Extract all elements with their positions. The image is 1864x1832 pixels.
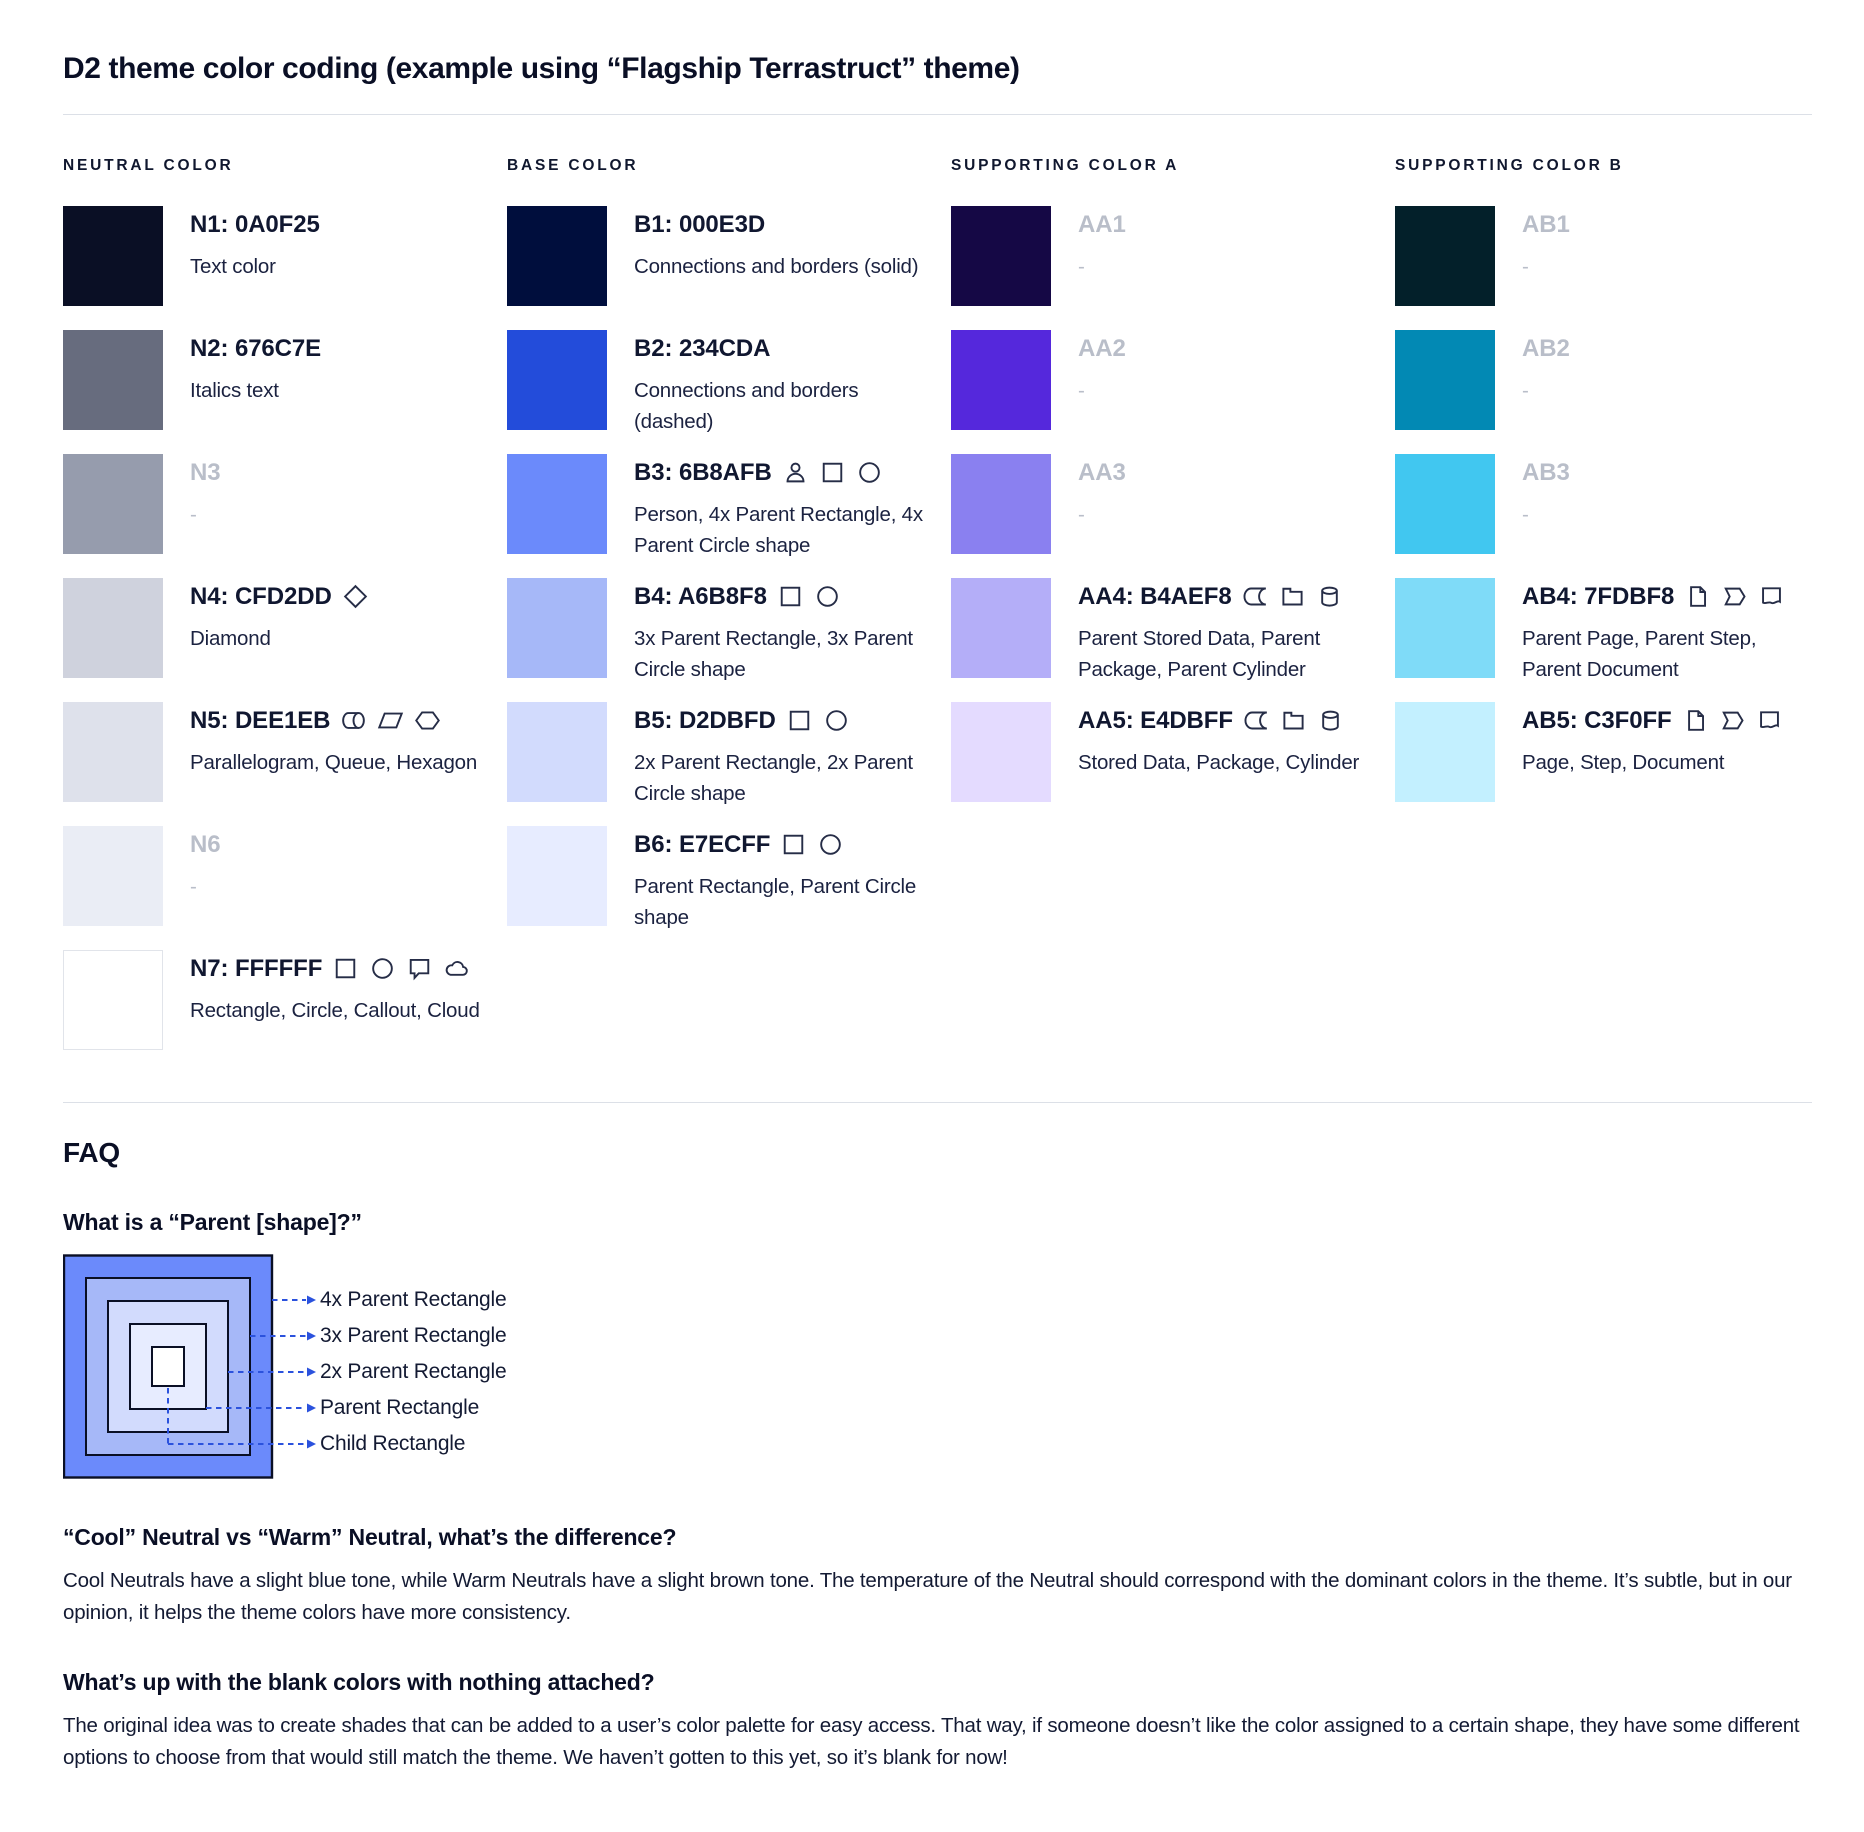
swatch-desc: Page, Step, Document <box>1522 751 1725 774</box>
swatch-code: B5: D2DBFD <box>634 706 776 734</box>
swatch-row <box>507 578 951 702</box>
rectangle-icon <box>332 955 359 982</box>
swatch-row <box>951 330 1395 454</box>
swatch-row <box>63 206 507 330</box>
person-icon <box>782 459 809 486</box>
faq-question-parent-shape: What is a “Parent [shape]?” <box>63 1209 362 1235</box>
swatch-desc: - <box>1078 503 1085 526</box>
parent-shape-diagram <box>63 1254 763 1484</box>
swatch-row <box>1395 330 1814 454</box>
swatch-desc: - <box>1522 379 1529 402</box>
swatch-meta <box>1078 578 1370 685</box>
swatch-desc: Connections and borders (dashed) <box>634 379 859 433</box>
swatch-code: AA5: E4DBFF <box>1078 706 1233 734</box>
swatch-row <box>951 454 1395 578</box>
column-header: BASE COLOR <box>507 157 639 174</box>
swatch-code-line <box>1522 457 1814 488</box>
page-icon <box>1682 707 1709 734</box>
swatch-code: AB1 <box>1522 210 1570 238</box>
color-swatch <box>507 454 607 554</box>
faq-heading: FAQ <box>63 1137 120 1168</box>
color-swatch <box>1395 702 1495 802</box>
swatch-code-line <box>634 333 926 364</box>
color-swatch <box>951 702 1051 802</box>
palette-column <box>507 157 951 1074</box>
diagram-label: Parent Rectangle <box>320 1396 480 1419</box>
swatch-meta <box>634 826 926 933</box>
diagram-label: Child Rectangle <box>320 1432 466 1455</box>
color-swatch <box>1395 454 1495 554</box>
palette-column <box>951 157 1395 1074</box>
swatch-code-line <box>190 457 482 488</box>
swatch-meta <box>190 578 482 654</box>
swatch-desc: Diamond <box>190 627 271 650</box>
color-swatch <box>951 206 1051 306</box>
cylinder-icon <box>1316 583 1343 610</box>
swatch-code-line <box>1078 209 1370 240</box>
swatch-row <box>507 826 951 950</box>
swatch-meta <box>1078 702 1370 778</box>
step-icon <box>1721 583 1748 610</box>
circle-icon <box>856 459 883 486</box>
swatch-code: AB4: 7FDBF8 <box>1522 582 1675 610</box>
swatch-meta <box>190 950 482 1026</box>
page-icon <box>1684 583 1711 610</box>
swatch-code: N3 <box>190 458 221 486</box>
swatch-row <box>1395 454 1814 578</box>
color-swatch <box>63 206 163 306</box>
swatch-code-line <box>634 705 926 736</box>
swatch-code: B2: 234CDA <box>634 334 771 362</box>
hexagon-icon <box>414 707 441 734</box>
swatch-row <box>63 578 507 702</box>
swatch-row <box>1395 702 1814 826</box>
color-swatch <box>507 330 607 430</box>
swatch-code: AA3 <box>1078 458 1126 486</box>
swatch-desc: Parent Page, Parent Step, Parent Document <box>1522 627 1757 681</box>
column-header: SUPPORTING COLOR A <box>951 157 1180 174</box>
swatch-code-line <box>1078 581 1370 612</box>
parallelogram-icon <box>377 707 404 734</box>
faq-section <box>63 1137 1812 1774</box>
color-swatch <box>63 454 163 554</box>
color-swatch <box>507 702 607 802</box>
swatch-code: N5: DEE1EB <box>190 706 331 734</box>
column-rows <box>507 206 951 950</box>
swatch-code-line <box>1522 333 1814 364</box>
swatch-desc: Rectangle, Circle, Callout, Cloud <box>190 999 480 1022</box>
swatch-row <box>951 702 1395 826</box>
color-swatch <box>1395 206 1495 306</box>
diagram-label: 3x Parent Rectangle <box>320 1324 507 1347</box>
swatch-desc: - <box>1522 255 1529 278</box>
color-swatch <box>1395 330 1495 430</box>
column-header: NEUTRAL COLOR <box>63 157 234 174</box>
swatch-code: B1: 000E3D <box>634 210 766 238</box>
document-icon <box>1758 583 1785 610</box>
swatch-desc: 2x Parent Rectangle, 2x Parent Circle shape <box>634 751 913 805</box>
color-swatch <box>63 330 163 430</box>
swatch-meta <box>634 330 926 437</box>
diagram-label: 4x Parent Rectangle <box>320 1288 507 1311</box>
rectangle-icon <box>780 831 807 858</box>
swatch-code-line <box>190 581 482 612</box>
swatch-row <box>507 330 951 454</box>
swatch-meta <box>1078 330 1370 406</box>
swatch-code: B6: E7ECFF <box>634 830 771 858</box>
color-swatch <box>507 578 607 678</box>
column-rows <box>951 206 1395 826</box>
column-rows <box>1395 206 1814 826</box>
swatch-desc: Person, 4x Parent Rectangle, 4x Parent Circle shape <box>634 503 923 557</box>
swatch-meta <box>1522 702 1814 778</box>
step-icon <box>1719 707 1746 734</box>
swatch-meta <box>634 578 926 685</box>
swatch-meta <box>190 454 482 530</box>
document-icon <box>1756 707 1783 734</box>
swatch-code-line <box>1522 209 1814 240</box>
swatch-code-line <box>634 209 926 240</box>
swatch-code: N1: 0A0F25 <box>190 210 320 238</box>
swatch-meta <box>1522 330 1814 406</box>
swatch-desc: - <box>190 503 197 526</box>
swatch-row <box>507 206 951 330</box>
cylinder-icon <box>1317 707 1344 734</box>
swatch-row <box>951 206 1395 330</box>
swatch-code-line <box>1078 457 1370 488</box>
color-swatch <box>951 330 1051 430</box>
swatch-meta <box>1078 206 1370 282</box>
swatch-row <box>1395 578 1814 702</box>
swatch-desc: Italics text <box>190 379 279 402</box>
swatch-meta <box>634 206 926 282</box>
package-icon <box>1279 583 1306 610</box>
swatch-code: B4: A6B8F8 <box>634 582 767 610</box>
color-swatch <box>507 206 607 306</box>
color-swatch <box>63 950 163 1050</box>
swatch-code: N7: FFFFFF <box>190 954 323 982</box>
swatch-desc: Parent Rectangle, Parent Circle shape <box>634 875 917 929</box>
cloud-icon <box>443 955 470 982</box>
swatch-code: AA2 <box>1078 334 1126 362</box>
swatch-code: N6 <box>190 830 221 858</box>
swatch-row <box>951 578 1395 702</box>
color-swatch <box>951 578 1051 678</box>
swatch-code-line <box>190 829 482 860</box>
circle-icon <box>823 707 850 734</box>
faq-question-cool-warm: “Cool” Neutral vs “Warm” Neutral, what’s the difference? <box>63 1524 677 1550</box>
page-title: D2 theme color coding (example using “Flagship Terrastruct” theme) <box>63 52 1020 85</box>
swatch-code-line <box>634 457 926 488</box>
faq-answer-blank-colors: The original idea was to create shades that can be added to a user’s color palette for easy access. That way, if someone doesn’t like the color assigned to a certain shape, they have some different options to choose from that would still match the theme. We haven’t gotten to this yet, so it’s blank for now! <box>63 1714 1800 1769</box>
color-swatch <box>63 702 163 802</box>
swatch-row <box>63 454 507 578</box>
swatch-desc: 3x Parent Rectangle, 3x Parent Circle shape <box>634 627 913 681</box>
swatch-code-line <box>1078 333 1370 364</box>
swatch-row <box>1395 206 1814 330</box>
column-rows <box>63 206 507 1074</box>
swatch-meta <box>1522 578 1814 685</box>
divider-top <box>63 114 1812 115</box>
swatch-code: AB3 <box>1522 458 1570 486</box>
swatch-meta <box>190 702 482 778</box>
swatch-meta <box>1522 206 1814 282</box>
circle-icon <box>814 583 841 610</box>
swatch-meta <box>1522 454 1814 530</box>
color-swatch <box>1395 578 1495 678</box>
divider-faq <box>63 1102 1812 1103</box>
palette-column <box>63 157 507 1074</box>
swatch-row <box>507 454 951 578</box>
swatch-desc: Connections and borders (solid) <box>634 255 919 278</box>
swatch-code: B3: 6B8AFB <box>634 458 772 486</box>
swatch-row <box>63 702 507 826</box>
circle-icon <box>817 831 844 858</box>
rectangle-icon <box>819 459 846 486</box>
circle-icon <box>369 955 396 982</box>
swatch-desc: Parallelogram, Queue, Hexagon <box>190 751 478 774</box>
color-swatch <box>63 826 163 926</box>
swatch-meta <box>190 330 482 406</box>
swatch-row <box>63 950 507 1074</box>
swatch-row <box>507 702 951 826</box>
package-icon <box>1280 707 1307 734</box>
diamond-icon <box>342 583 369 610</box>
swatch-meta <box>1078 454 1370 530</box>
color-swatch <box>507 826 607 926</box>
palette-column <box>1395 157 1814 1074</box>
stored-data-icon <box>1243 707 1270 734</box>
swatch-code: AB2 <box>1522 334 1570 362</box>
swatch-code: AA4: B4AEF8 <box>1078 582 1232 610</box>
swatch-code-line <box>190 705 482 736</box>
swatch-desc: - <box>1522 503 1529 526</box>
faq-question-blank-colors: What’s up with the blank colors with nothing attached? <box>63 1669 655 1695</box>
faq-answer-cool-warm: Cool Neutrals have a slight blue tone, while Warm Neutrals have a slight brown tone. The temperature of the Neutral should correspond with the dominant colors in the theme. It’s subtle, but in our opinion, it helps the theme colors have more consistency. <box>63 1569 1792 1624</box>
swatch-desc: - <box>1078 379 1085 402</box>
diagram-label: 2x Parent Rectangle <box>320 1360 507 1383</box>
rectangle-icon <box>777 583 804 610</box>
swatch-code-line <box>190 953 482 984</box>
column-header: SUPPORTING COLOR B <box>1395 157 1624 174</box>
swatch-code-line <box>1522 705 1814 736</box>
swatch-code-line <box>190 209 482 240</box>
palette-grid <box>63 157 1812 1074</box>
swatch-meta <box>190 826 482 902</box>
swatch-meta <box>190 206 482 282</box>
swatch-meta <box>634 702 926 809</box>
swatch-code: N2: 676C7E <box>190 334 322 362</box>
swatch-desc: Stored Data, Package, Cylinder <box>1078 751 1360 774</box>
color-swatch <box>63 578 163 678</box>
swatch-code-line <box>634 829 926 860</box>
swatch-desc: Text color <box>190 255 276 278</box>
swatch-code-line <box>190 333 482 364</box>
swatch-meta <box>634 454 926 561</box>
swatch-row <box>63 330 507 454</box>
swatch-code: AA1 <box>1078 210 1126 238</box>
rectangle-icon <box>786 707 813 734</box>
callout-icon <box>406 955 433 982</box>
stored-data-icon <box>1242 583 1269 610</box>
swatch-code-line <box>1078 705 1370 736</box>
swatch-code: N4: CFD2DD <box>190 582 332 610</box>
swatch-desc: Parent Stored Data, Parent Package, Parent Cylinder <box>1078 627 1321 681</box>
swatch-code-line <box>1522 581 1814 612</box>
color-swatch <box>951 454 1051 554</box>
swatch-desc: - <box>190 875 197 898</box>
queue-icon <box>340 707 367 734</box>
swatch-desc: - <box>1078 255 1085 278</box>
swatch-code-line <box>634 581 926 612</box>
swatch-row <box>63 826 507 950</box>
swatch-code: AB5: C3F0FF <box>1522 706 1672 734</box>
